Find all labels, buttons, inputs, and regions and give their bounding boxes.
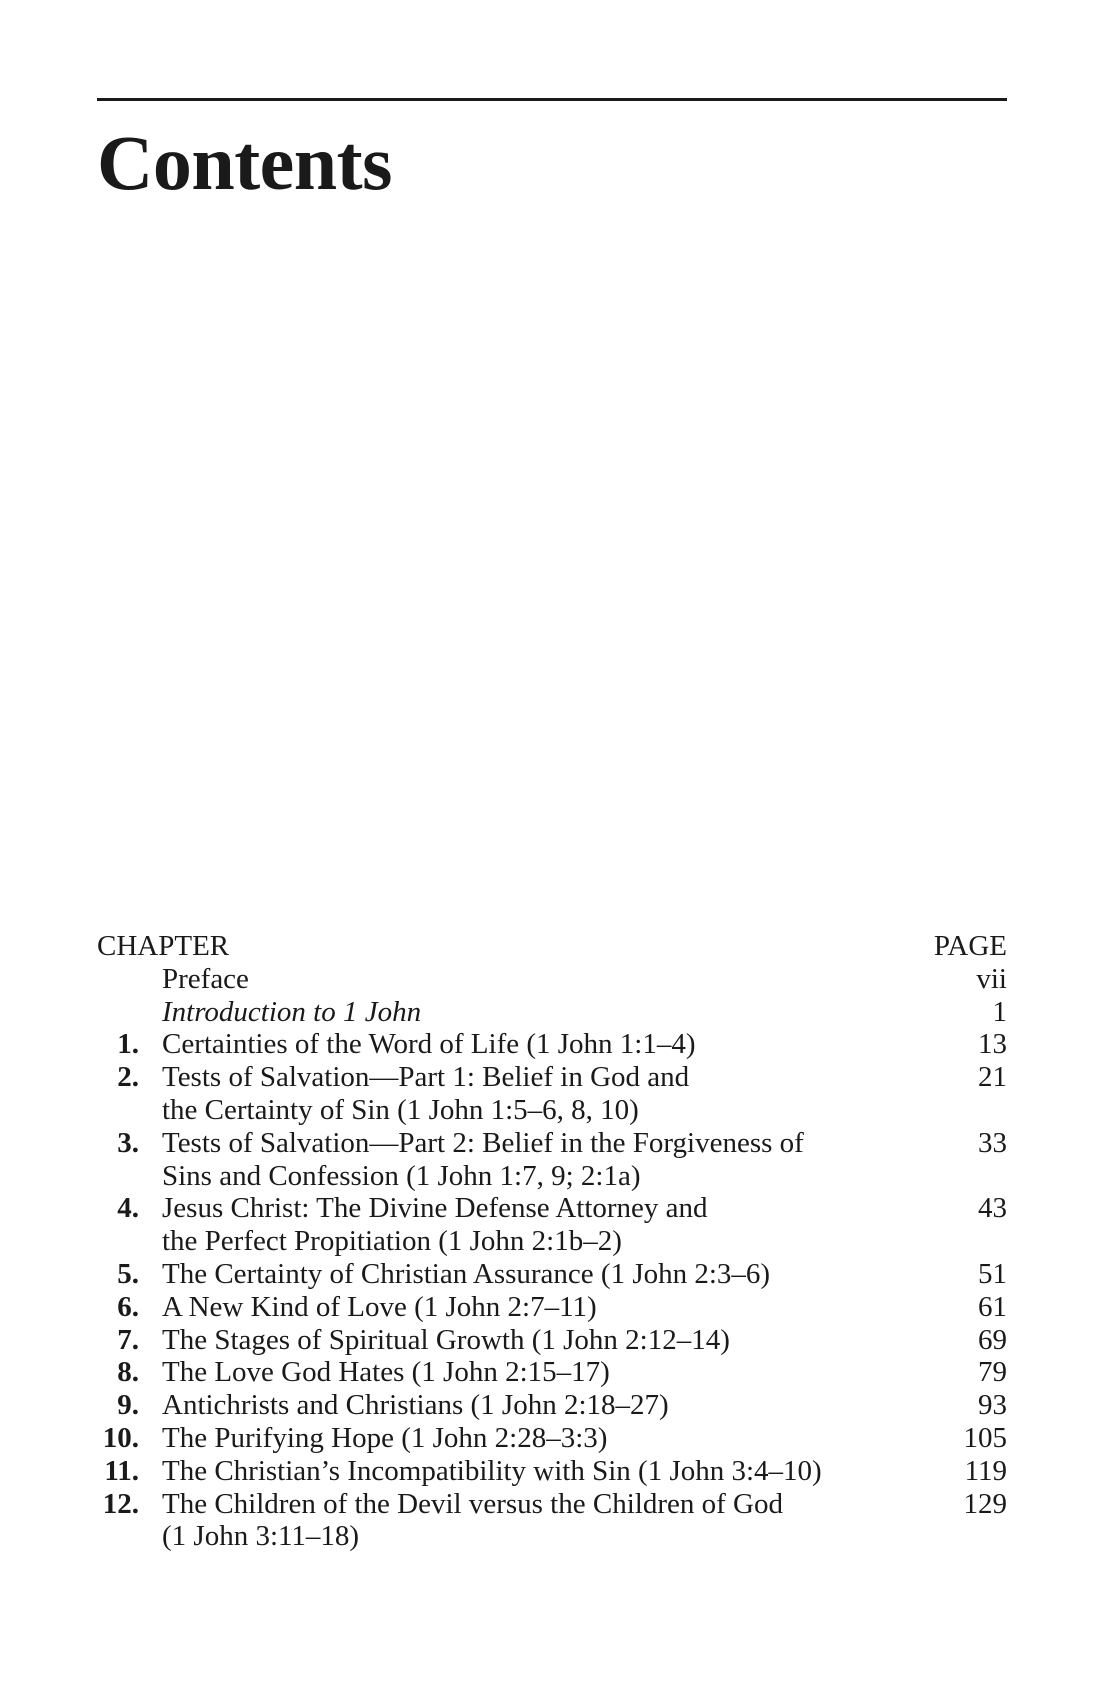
toc-entry-chapter-6[interactable] <box>97 1291 1007 1324</box>
entry-title-line: The Love God Hates (1 John 2:15–17) <box>162 1356 610 1389</box>
entry-number: 9. <box>117 1389 139 1422</box>
entry-page: vii <box>976 962 1007 995</box>
toc-entry-chapter-3[interactable] <box>97 1127 1007 1193</box>
entry-title <box>162 963 897 996</box>
entry-title <box>162 1028 897 1061</box>
entry-page: 129 <box>963 1487 1007 1520</box>
entry-title <box>162 1422 897 1455</box>
table-of-contents <box>97 930 1007 1553</box>
toc-entry-chapter-11[interactable] <box>97 1455 1007 1488</box>
entry-page: 33 <box>978 1126 1007 1159</box>
entry-number: 12. <box>102 1487 139 1520</box>
entry-title <box>162 1356 897 1389</box>
entry-page: 21 <box>978 1061 1007 1094</box>
entry-page: 69 <box>978 1323 1007 1356</box>
toc-entry-chapter-4[interactable] <box>97 1192 1007 1258</box>
entry-number: 5. <box>117 1257 139 1290</box>
entry-title-line: Tests of Salvation—Part 2: Belief in the Forgiveness of <box>162 1126 804 1159</box>
entry-page: 105 <box>963 1421 1007 1454</box>
entry-title <box>162 1291 897 1324</box>
toc-entry-preface[interactable] <box>97 963 1007 996</box>
entry-number: 2. <box>117 1061 139 1094</box>
toc-entry-chapter-9[interactable] <box>97 1389 1007 1422</box>
entry-page: 43 <box>978 1192 1007 1225</box>
entry-page: 119 <box>964 1454 1007 1487</box>
entry-title <box>162 1488 897 1554</box>
entry-number: 8. <box>117 1356 139 1389</box>
entry-page: 93 <box>978 1389 1007 1422</box>
entry-title-line: Sins and Confession (1 John 1:7, 9; 2:1a) <box>162 1159 641 1192</box>
entry-title-line: Jesus Christ: The Divine Defense Attorney and <box>162 1192 708 1225</box>
entry-title-line: Introduction to 1 John <box>162 995 422 1028</box>
entry-title <box>162 1061 897 1127</box>
entry-number: 1. <box>117 1028 139 1061</box>
entry-title-line: The Certainty of Christian Assurance (1 John 2:3–6) <box>162 1257 771 1290</box>
entry-title-line: The Children of the Devil versus the Children of God <box>162 1487 783 1520</box>
entry-title <box>162 996 897 1029</box>
toc-entry-chapter-12[interactable] <box>97 1488 1007 1554</box>
entry-title <box>162 1258 897 1291</box>
entry-page: 13 <box>978 1028 1007 1061</box>
entry-title-line: (1 John 3:11–18) <box>162 1520 360 1553</box>
entry-title-line: Antichrists and Christians (1 John 2:18–27) <box>162 1389 669 1422</box>
entry-title-line: Certainties of the Word of Life (1 John 1:1–4) <box>162 1028 696 1061</box>
page-column-label: PAGE <box>933 930 1007 962</box>
toc-entry-chapter-8[interactable] <box>97 1356 1007 1389</box>
toc-header <box>97 930 1007 963</box>
entry-page: 79 <box>978 1356 1007 1389</box>
entry-title-line: Preface <box>162 962 249 995</box>
entry-number: 7. <box>117 1323 139 1356</box>
entry-title-line: the Perfect Propitiation (1 John 2:1b–2) <box>162 1225 622 1258</box>
toc-entry-chapter-7[interactable] <box>97 1324 1007 1357</box>
page-title: Contents <box>97 119 393 206</box>
entry-page: 1 <box>992 995 1007 1028</box>
toc-entry-introduction[interactable] <box>97 996 1007 1029</box>
entry-title <box>162 1389 897 1422</box>
top-rule <box>97 98 1007 101</box>
entry-number: 3. <box>117 1126 139 1159</box>
entry-title-line: Tests of Salvation—Part 1: Belief in God and <box>162 1061 690 1094</box>
entry-number: 11. <box>104 1454 139 1487</box>
toc-entry-chapter-10[interactable] <box>97 1422 1007 1455</box>
entry-title-line: The Christian’s Incompatibility with Sin (1 John 3:4–10) <box>162 1454 822 1487</box>
toc-entry-chapter-1[interactable] <box>97 1028 1007 1061</box>
entry-title-line: The Purifying Hope (1 John 2:28–3:3) <box>162 1421 608 1454</box>
entry-title-line: the Certainty of Sin (1 John 1:5–6, 8, 10) <box>162 1093 639 1126</box>
toc-entry-chapter-5[interactable] <box>97 1258 1007 1291</box>
entry-title-line: A New Kind of Love (1 John 2:7–11) <box>162 1290 597 1323</box>
entry-title <box>162 1127 897 1193</box>
entry-title <box>162 1324 897 1357</box>
chapter-column-label: CHAPTER <box>97 930 230 962</box>
entry-title <box>162 1455 897 1488</box>
entry-number: 10. <box>102 1421 139 1454</box>
entry-title-line: The Stages of Spiritual Growth (1 John 2:12–14) <box>162 1323 730 1356</box>
entry-number: 4. <box>117 1192 139 1225</box>
toc-entry-chapter-2[interactable] <box>97 1061 1007 1127</box>
entry-page: 51 <box>978 1257 1007 1290</box>
entry-number: 6. <box>117 1290 139 1323</box>
entry-title <box>162 1192 897 1258</box>
entry-page: 61 <box>978 1290 1007 1323</box>
